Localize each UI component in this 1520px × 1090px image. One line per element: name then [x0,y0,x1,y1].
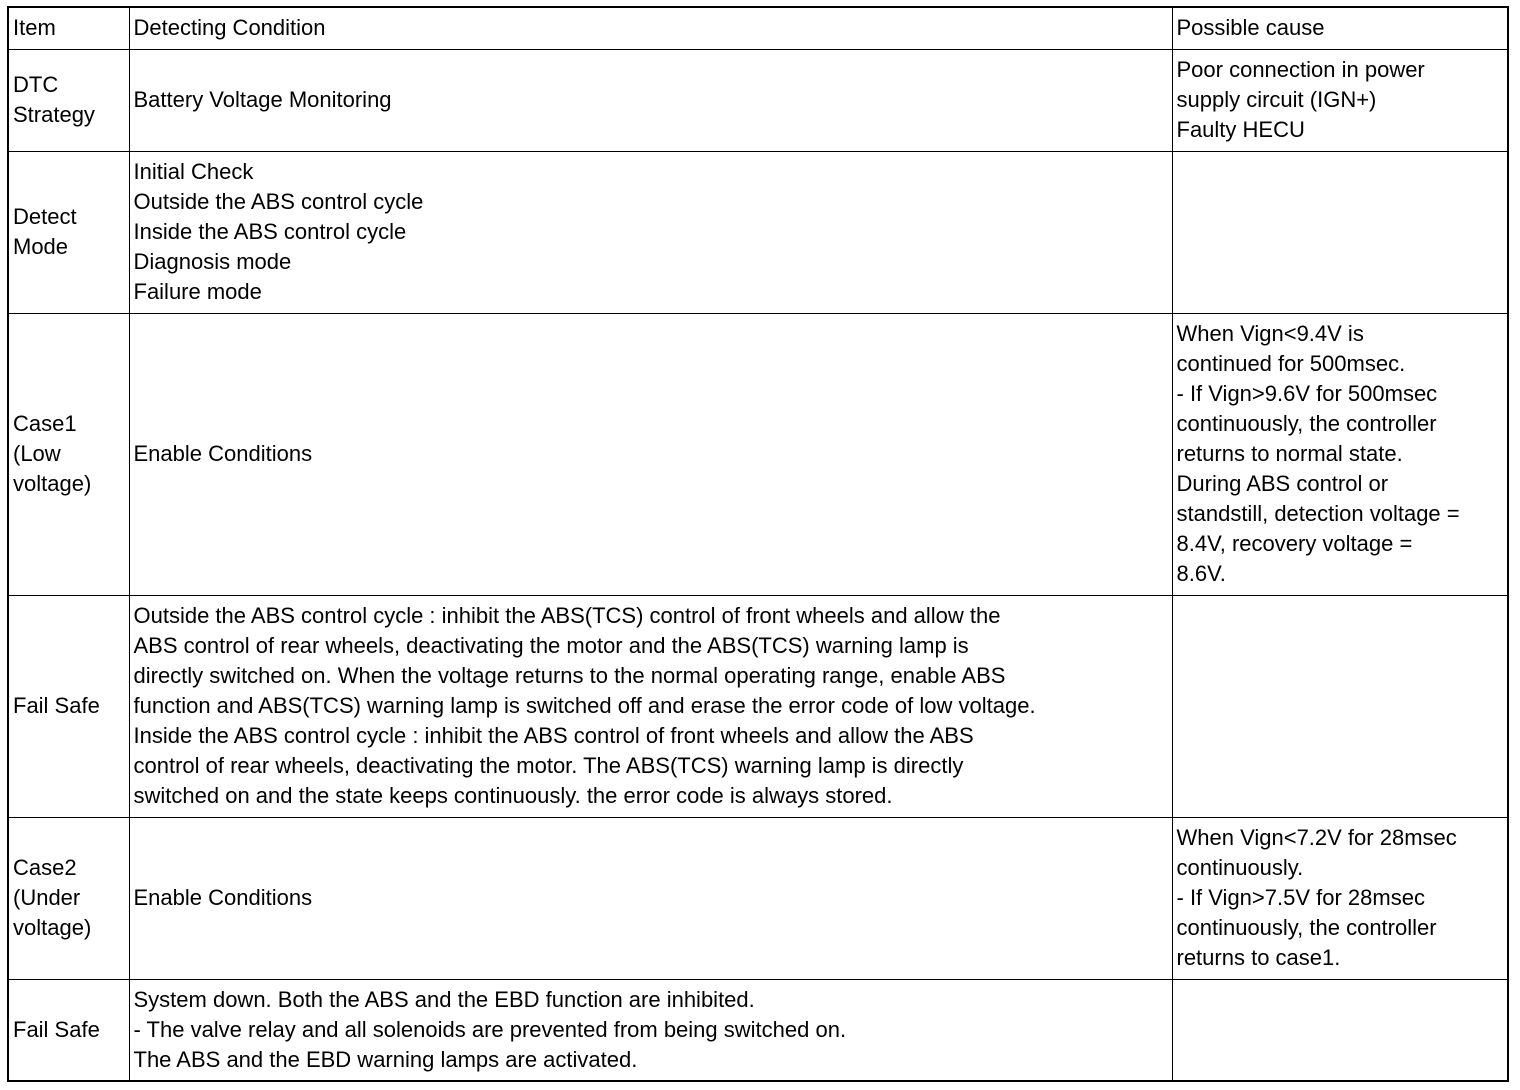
cell-line: Failure mode [133,279,262,304]
table-row [8,151,1508,313]
cell-line: Detect [13,204,77,229]
cell-line: returns to normal state. [1176,441,1403,466]
cell-line: Poor connection in power [1176,57,1425,82]
cell-line: Outside the ABS control cycle [133,189,424,214]
cell-line: DTC [13,72,59,97]
item-cell [8,595,129,817]
cell-line: continuously. [1176,855,1304,880]
header-item: Item [8,7,129,49]
cell-line: When Vign<7.2V for 28msec [1176,825,1457,850]
cell-line: - The valve relay and all solenoids are prevented from being switched on. [133,1016,847,1042]
header-detecting-condition: Detecting Condition [129,7,1172,49]
condition-cell [129,817,1172,979]
cell-line: Fail Safe [13,693,100,718]
item-cell [8,313,129,595]
table-header-row [8,7,1508,49]
cell-line: switched on and the state keeps continuously. the error code is always stored. [133,783,893,808]
cause-cell [1172,49,1508,151]
cell-line: Inside the ABS control cycle [133,219,407,244]
table-row [8,979,1508,1081]
cell-line: Enable Conditions [133,885,313,910]
cell-line: Inside the ABS control cycle : inhibit the ABS control of front wheels and allow the ABS [133,723,974,748]
cell-line: During ABS control or [1176,471,1389,496]
cell-line: The ABS and the EBD warning lamps are activated. [133,1046,638,1072]
cell-line: supply circuit (IGN+) [1176,87,1377,112]
cell-line: Battery Voltage Monitoring [133,87,392,112]
cell-line: ABS control of rear wheels, deactivating the motor and the ABS(TCS) warning lamp is [133,633,969,658]
cell-line: function and ABS(TCS) warning lamp is switched off and erase the error code of low voltage. [133,693,1036,718]
cell-line: - If Vign>7.5V for 28msec [1176,885,1425,910]
table-row [8,313,1508,595]
item-cell [8,979,129,1081]
table-row [8,595,1508,817]
condition-cell [129,151,1172,313]
cell-line: directly switched on. When the voltage returns to the normal operating range, enable ABS [133,663,1006,688]
cell-line: standstill, detection voltage = [1176,501,1460,526]
cell-line: System down. Both the ABS and the EBD function are inhibited. [133,986,755,1012]
cell-line: (Low [13,441,61,466]
condition-cell [129,979,1172,1081]
item-cell [8,817,129,979]
cell-line: voltage) [13,915,92,940]
cell-line: 8.4V, recovery voltage = [1176,531,1413,556]
cell-line: Case2 [13,855,77,880]
condition-cell [129,49,1172,151]
cause-cell [1172,151,1508,313]
cell-line: Fail Safe [13,1016,100,1042]
item-cell [8,151,129,313]
cell-line: Strategy [13,102,95,127]
cell-line: Case1 [13,411,77,436]
cell-line: 8.6V. [1176,561,1226,586]
cell-line: continuously, the controller [1176,411,1437,436]
cell-line: Faulty HECU [1176,117,1305,142]
cause-cell [1172,595,1508,817]
cell-line: Initial Check [133,159,254,184]
cell-line: Mode [13,234,69,259]
table-row [8,817,1508,979]
cell-line: continued for 500msec. [1176,351,1406,376]
cause-cell [1172,313,1508,595]
table-row [8,49,1508,151]
cause-cell [1172,817,1508,979]
cell-line: continuously, the controller [1176,915,1437,940]
cell-line: Outside the ABS control cycle : inhibit the ABS(TCS) control of front wheels and allow the [133,603,1001,628]
dtc-table [7,6,1509,1082]
cell-line: When Vign<9.4V is [1176,321,1364,346]
cell-line: voltage) [13,471,92,496]
cause-cell [1172,979,1508,1081]
header-possible-cause: Possible cause [1172,7,1508,49]
cell-line: Diagnosis mode [133,249,292,274]
cell-line: control of rear wheels, deactivating the motor. The ABS(TCS) warning lamp is directly [133,753,964,778]
cell-line: (Under [13,885,81,910]
cell-line: Enable Conditions [133,441,313,466]
cell-line: returns to case1. [1176,945,1341,970]
condition-cell [129,313,1172,595]
item-cell [8,49,129,151]
cell-line: - If Vign>9.6V for 500msec [1176,381,1438,406]
condition-cell [129,595,1172,817]
